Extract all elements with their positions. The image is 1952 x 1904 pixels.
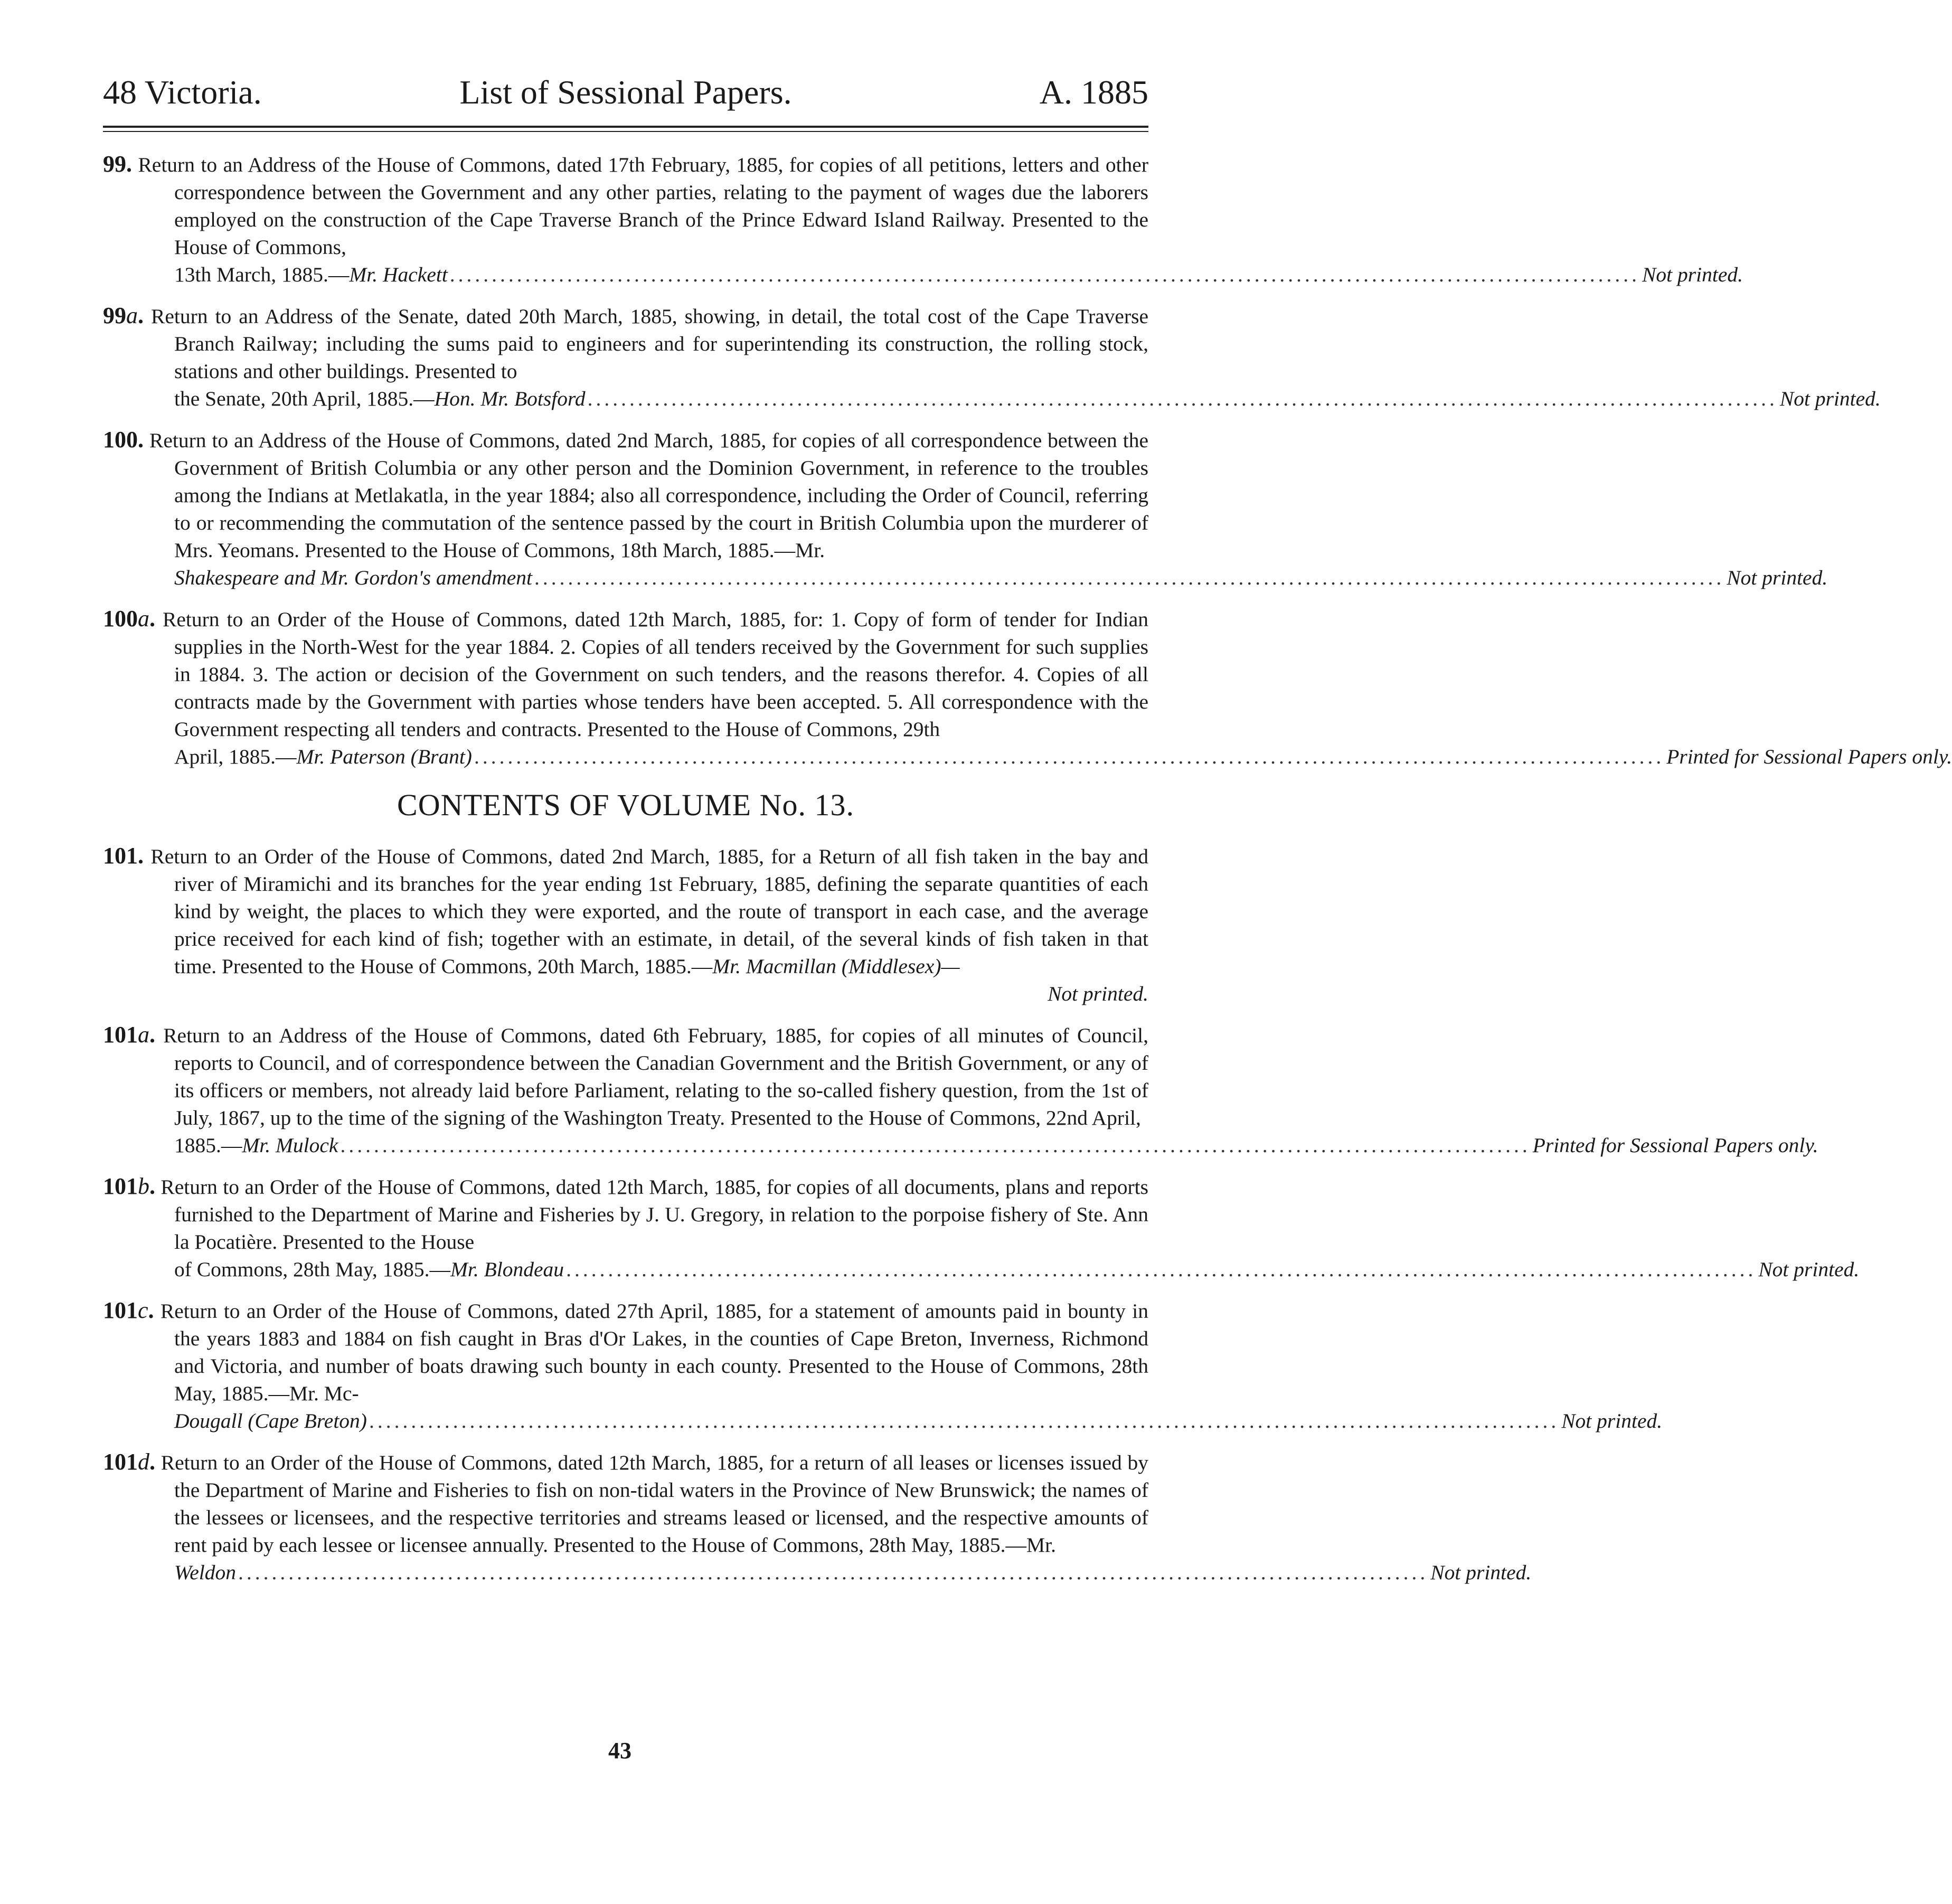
entry-footer xyxy=(174,743,1952,770)
entry-100a xyxy=(103,605,1952,770)
leader-dots: .............................................................................................................................................. xyxy=(340,1134,1531,1157)
entries-list xyxy=(103,150,1952,1600)
entry-text: Return to an Address of the House of Commons, dated 6th February, 1885, for copies of all minutes of Council, reports to Council, and of correspondence between the Canadian Government and the British Government, or any of its officers or members, not already laid before Parliament, relating to the so-called fishery question, from the 1st of July, 1867, up to the time of the signing of the Washington Treaty. Presented to the House of Commons, 22nd April, xyxy=(163,1024,1149,1129)
entry-number: 100a. xyxy=(103,606,155,631)
entry-99 xyxy=(103,150,1743,288)
entry-status: Not printed. xyxy=(1758,1258,1860,1281)
entry-mover: of Commons, 28th May, 1885.—Mr. Blondeau xyxy=(174,1258,564,1281)
entry-text: Return to an Order of the House of Commons, dated 12th March, 1885, for a return of all leases or licenses issued by the Department of Marine and Fisheries to fish on non-tidal waters in the Province of New Brunswick; the names of the lessees or licensees, and the respective territories and streams leased or licensed, and the respective amounts of rent paid by each lessee or licensee annually. Presented to the House of Commons, 28th May, 1885.—Mr. xyxy=(161,1451,1149,1557)
entry-number: 101d. xyxy=(103,1449,155,1475)
entry-footer xyxy=(174,385,1881,412)
entry-text: Return to an Order of the House of Commons, dated 27th April, 1885, for a statement of amounts paid in bounty in the years 1883 and 1884 on fish caught in Bras d'Or Lakes, in the counties of Cape Breton, Inverness, Richmond and Victoria, and number of boats drawing such bounty in each county. Presented to the House of Commons, 28th May, 1885.—Mr. Mc- xyxy=(160,1299,1149,1405)
entry-status: Not printed. xyxy=(1430,1561,1532,1584)
leader-dots: .............................................................................................................................................. xyxy=(449,263,1640,286)
entry-footer xyxy=(174,564,1828,591)
leader-dots: .............................................................................................................................................. xyxy=(474,745,1665,768)
entry-101c xyxy=(103,1297,1663,1435)
running-header xyxy=(103,69,1148,116)
entry-text: Return to an Order of the House of Commons, dated 12th March, 1885, for copies of all documents, plans and reports furnished to the Department of Marine and Fisheries by J. U. Gregory, in relation to the porpoise fishery of Ste. Ann la Pocatière. Presented to the House xyxy=(161,1175,1148,1253)
entry-number: 101a. xyxy=(103,1022,155,1048)
entry-101d xyxy=(103,1448,1532,1586)
entry-footer xyxy=(174,1559,1532,1586)
entry-number: 101c. xyxy=(103,1297,154,1323)
entry-footer xyxy=(174,1132,1818,1159)
entry-number: 101. xyxy=(103,843,144,869)
entry-footer xyxy=(174,261,1743,288)
entry-number: 99a. xyxy=(103,303,144,328)
header-title: List of Sessional Papers. xyxy=(459,73,792,111)
entry-mover: Shakespeare and Mr. Gordon's amendment xyxy=(174,566,533,589)
entry-mover: Dougall (Cape Breton) xyxy=(174,1409,367,1432)
entry-mover: 1885.—Mr. Mulock xyxy=(174,1134,338,1157)
section-title: CONTENTS OF VOLUME No. 13. xyxy=(397,788,854,822)
entry-99a xyxy=(103,302,1881,412)
entry-footer xyxy=(174,1256,1860,1283)
header-rule-thin xyxy=(103,131,1148,132)
entry-101a xyxy=(103,1021,1818,1159)
entry-100 xyxy=(103,426,1828,591)
entry-text: Return to an Address of the House of Commons, dated 2nd March, 1885, for copies of all correspondence between the Government of British Columbia or any other person and the Dominion Government, in reference to the troubles among the Indians at Metlakatla, in the year 1884; also all correspondence, including the Order of Council, referring to or recommending the commutation of the sentence passed by the court in British Columbia upon the murderer of Mrs. Yeomans. Presented to the House of Commons, 18th March, 1885.—Mr. xyxy=(149,429,1149,562)
entry-mover: Mr. Macmillan (Middlesex)— xyxy=(712,955,960,978)
page-number: 43 xyxy=(608,1738,631,1764)
entry-text: Return to an Order of the House of Commons, dated 12th March, 1885, for: 1. Copy of form of tender for Indian supplies in the North-West for the year 1884. 2. Copies of all tenders received by the Government for such supplies in 1884. 3. The action or decision of the Government on such tenders, and the reasons therefor. 4. Copies of all contracts made by the Government with parties whose tenders have been accepted. 5. All correspondence with the Government respecting all tenders and contracts. Presented to the House of Commons, 29th xyxy=(163,608,1148,741)
entry-status: Not printed. xyxy=(1779,387,1881,410)
header-rule-thick xyxy=(103,126,1148,128)
header-year: A. 1885 xyxy=(1039,73,1148,111)
entry-mover: Weldon xyxy=(174,1561,237,1584)
entry-text: Return to an Address of the House of Commons, dated 17th February, 1885, for copies of all petitions, letters and other correspondence between the Government and any other parties, relating to the payment of wages due the laborers employed on the construction of the Cape Traverse Branch of the Prince Edward Island Railway. Presented to the House of Commons, xyxy=(138,153,1148,259)
entry-number: 101b. xyxy=(103,1173,155,1199)
entry-text: Return to an Address of the Senate, dated 20th March, 1885, showing, in detail, the total cost of the Cape Traverse Branch Railway; including the sums paid to engineers and for superintending its construction, the rolling stock, stations and other buildings. Presented to xyxy=(151,305,1149,383)
entry-text: Return to an Order of the House of Commons, dated 2nd March, 1885, for a Return of all fish taken in the bay and river of Miramichi and its branches for the year ending 1st February, 1885, defining the separate quantities of each kind by weight, the places to which they were exported, and the route of transport in each case, and the average price received for each kind of fish; together with an estimate, in detail, of the several kinds of fish taken in that time. Presented to the House of Commons, 20th March, 1885.— xyxy=(150,845,1148,978)
entry-101b xyxy=(103,1173,1860,1283)
entry-footer xyxy=(174,1407,1663,1435)
entry-101 xyxy=(103,842,1148,1007)
entry-status: Printed for Sessional Papers only. xyxy=(1532,1134,1818,1157)
entry-mover: the Senate, 20th April, 1885.—Hon. Mr. Botsford xyxy=(174,387,586,410)
entry-number: 100. xyxy=(103,427,144,453)
header-session: 48 Victoria. xyxy=(103,73,262,111)
entry-status: Not printed. xyxy=(1727,566,1828,589)
entry-mover: 13th March, 1885.—Mr. Hackett xyxy=(174,263,448,286)
leader-dots: .............................................................................................................................................. xyxy=(238,1561,1429,1584)
leader-dots: .............................................................................................................................................. xyxy=(534,566,1725,589)
entry-mover: April, 1885.—Mr. Paterson (Brant) xyxy=(174,745,472,768)
entry-status: Printed for Sessional Papers only. xyxy=(1666,745,1952,768)
leader-dots: .............................................................................................................................................. xyxy=(566,1258,1757,1281)
entry-status: Not printed. xyxy=(1642,263,1743,286)
entry-number: 99. xyxy=(103,151,132,177)
entry-status: Not printed. xyxy=(1048,982,1148,1005)
leader-dots: .............................................................................................................................................. xyxy=(587,387,1778,410)
leader-dots: .............................................................................................................................................. xyxy=(369,1409,1560,1432)
entry-status: Not printed. xyxy=(1561,1409,1663,1432)
